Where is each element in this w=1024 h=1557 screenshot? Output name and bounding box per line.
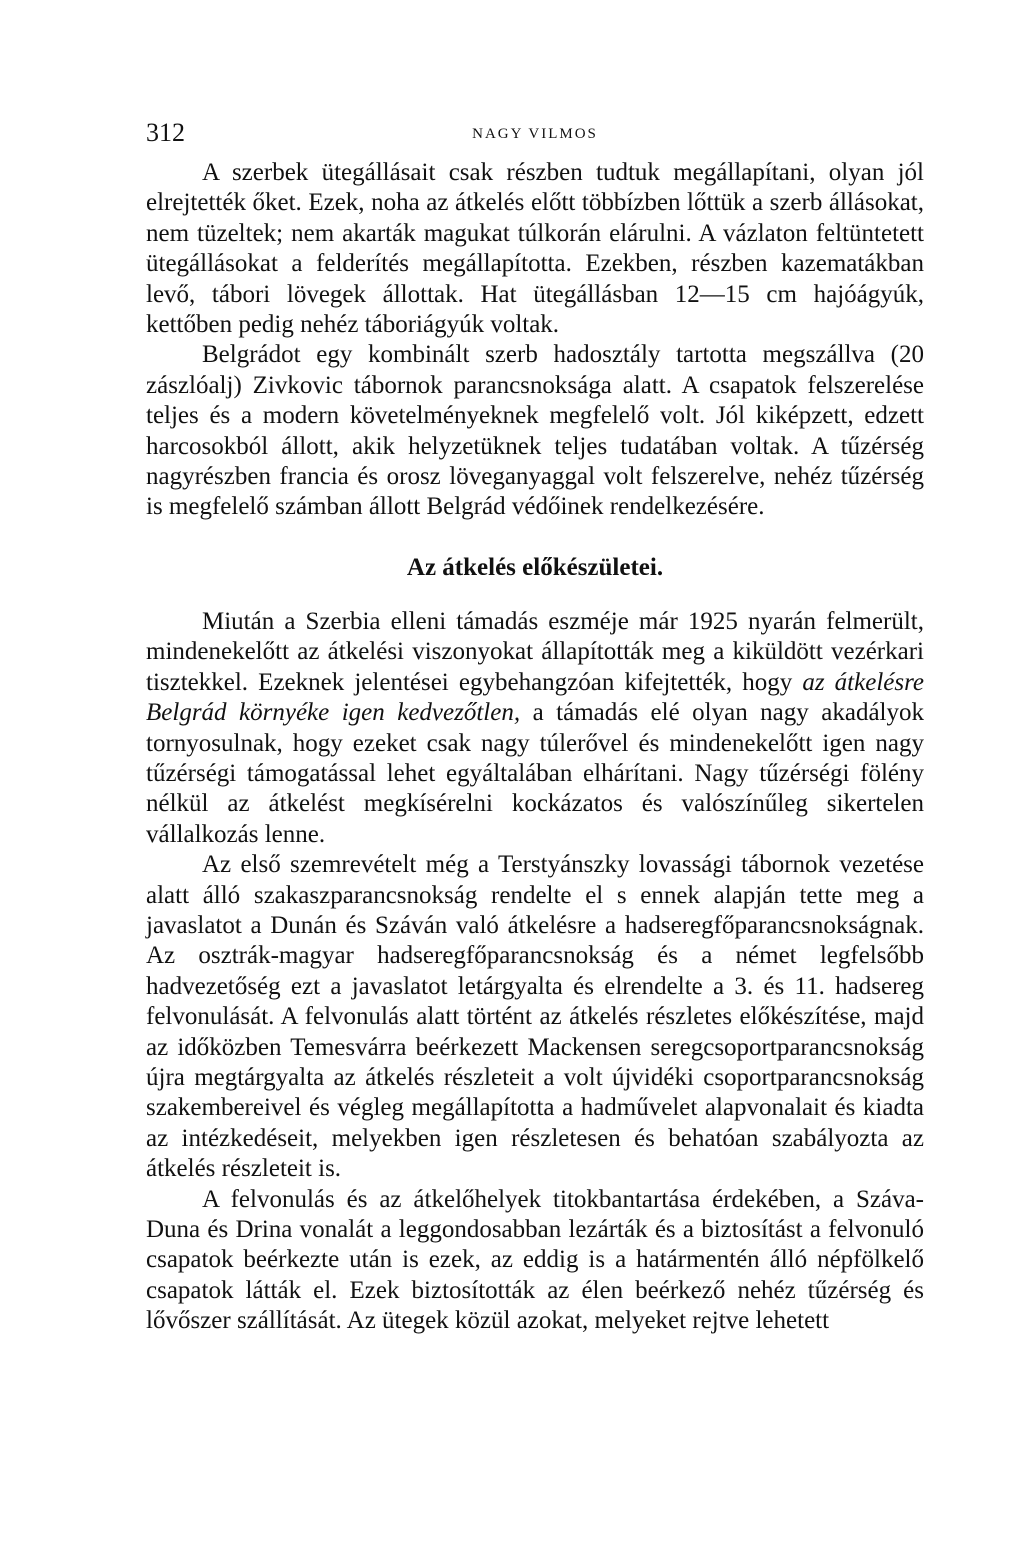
book-page [146,118,924,1337]
body-text [146,158,924,1337]
running-head [146,118,924,158]
emphasized-text: az átkelésre Belgrád környéke igen kedvezőtlen, [146,668,924,727]
paragraph-secrecy-measures: A felvonulás és az átkelőhelyek titokbantartása érdekében, a Száva-Duna és Drina vonalát a leggondosabban lezárták és a biztosítást a felvonuló csapatok beérkezte után is ezek, az eddig is a határmentén álló népfölkelő csapatok látták el. Ezek biztosították az élen beérkező nehéz tűzérség és lővőszer szállítását. Az ütegek közül azokat, melyeket rejtve lehetett [146,1185,924,1335]
paragraph-crossing-conditions [146,607,924,850]
paragraph-artillery-positions: A szerbek ütegállásait csak részben tudtuk megállapítani, olyan jól elrejtették őket. Ezek, noha az átkelés előtt többízben lőttük a szerb állásokat, nem tüzeltek; nem akarták magukat túlkorán elárulni. A vázlaton feltüntetett ütegállásokat a felderítés megállapította. Ezekben, részben kazematákban levő, tábori lövegek állottak. Hat ütegállásban 12—15 cm hajóágyúk, kettőben pedig nehéz táboriágyúk voltak. [146,159,924,339]
page-number: 312 [146,118,185,147]
paragraph-first-reconnaissance: Az első szemrevételt még a Terstyánszky lovassági tábornok vezetése alatt álló szakaszparancsnokság rendelte el s ennek alapján tette meg a javaslatot a Dunán és Száván való átkelésre a hadseregfőparancsnokságnak. Az osztrák-magyar hadseregfőparancsnokság és a német legfelsőbb hadvezetőség ezt a javaslatot letárgyalta és elrendelte a 3. és 11. hadsereg felvonulását. A felvonulás alatt történt az átkelés részletes előkészítése, majd az időközben Temesvárra beérkezett Mackensen seregcsoportparancsnokság újra megtárgyalta az átkelés részleteit a volt újvidéki csoportparancsnokság szakembereivel és végleg megállapította a hadművelet alapvonalait és kiadta az intézkedéseit, melyekben igen részletesen és behatóan szabályozta az átkelés részleteit is. [146,851,924,1183]
running-head-author: NAGY VILMOS [472,126,598,142]
section-heading: Az átkelés előkészületei. [406,553,664,581]
paragraph-belgrade-garrison: Belgrádot egy kombinált szerb hadosztály tartotta megszállva (20 zászlóalj) Zivkovic tábornok parancsnoksága alatt. A csapatok felszerelése teljes és a modern követelményeknek megfelelő volt. Jól kiképzett, edzett harcosokból állott, akik helyzetüknek teljes tudatában voltak. A tűzérség nagyrészben francia és orosz löveganyaggal volt felszerelve, nehéz tűzérség is megfelelő számban állott Belgrád védőinek rendelkezésére. [146,341,924,521]
paragraph-text: a támadás elé olyan nagy akadályok tornyosulnak, hogy ezeket csak nagy túlerővel és mindenekelőtt igen nagy tűzérségi támogatással lehet egyáltalában elhárítani. Nagy tűzérségi fölény nélkül az átkelést megkísérelni kockázatos és valószínűleg sikertelen vállalkozás lenne. [146,699,924,848]
paragraph-text: Miután a Szerbia elleni támadás eszméje már 1925 nyarán felmerült, mindenekelőtt az átkelési viszonyokat állapították meg a kiküldött vezérkari tisztekkel. Ezeknek jelentései egybehangzóan kifejtették, hogy [146,607,924,696]
